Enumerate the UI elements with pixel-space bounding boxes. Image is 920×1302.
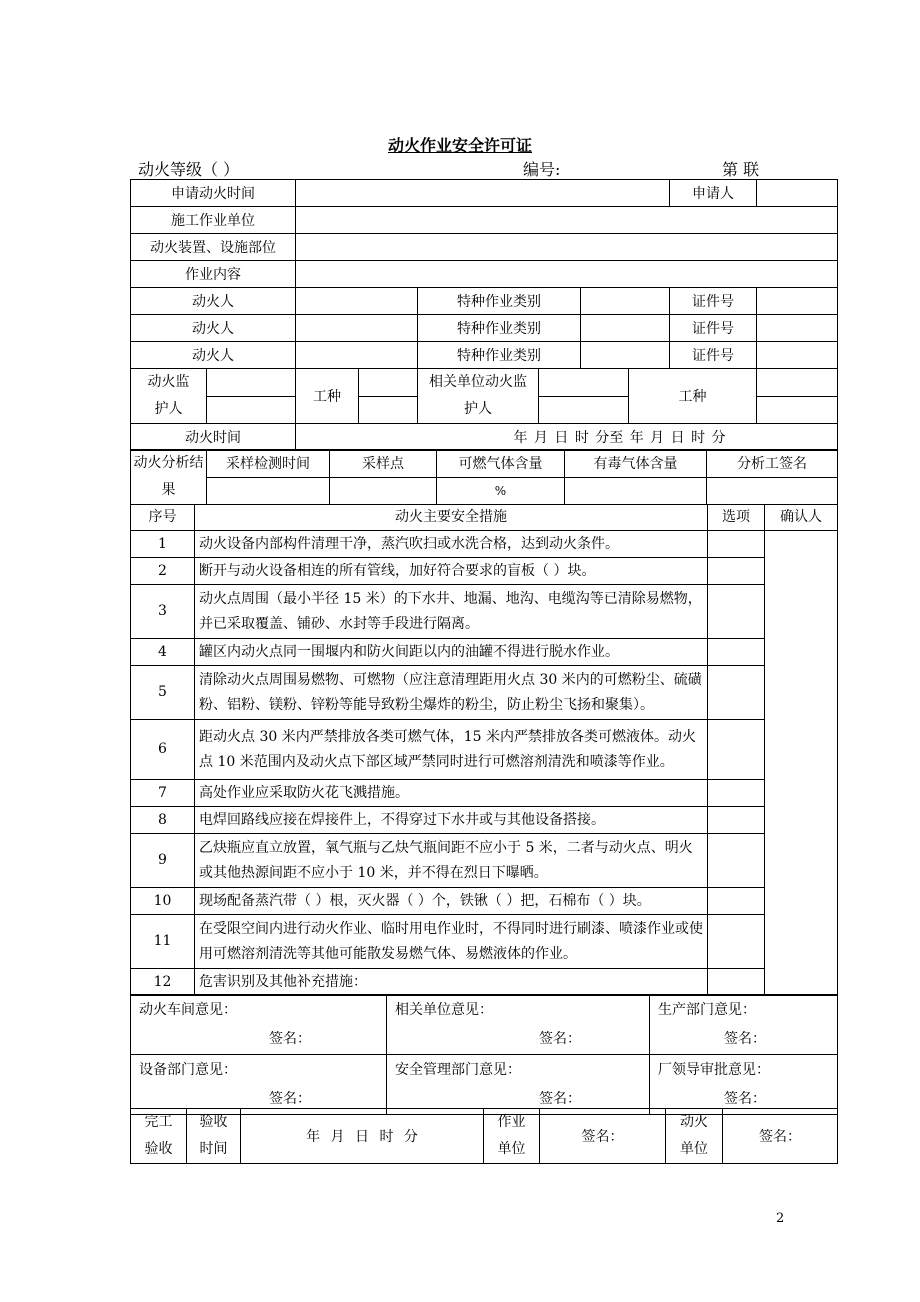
applicant-label: 申请人 — [670, 180, 757, 207]
signature-label: 签名： — [269, 1031, 311, 1047]
production-opinion-label: 生产部门意见： — [658, 1002, 756, 1018]
measure-text: 高处作业应采取防火花飞溅措施。 — [195, 780, 708, 807]
apply-time-field[interactable] — [296, 180, 670, 207]
equipment-opinion-label: 设备部门意见： — [139, 1062, 237, 1078]
measure-text: 在受限空间内进行动火作业、临时用电作业时，不得同时进行刷漆、喷漆作业或使用可燃溶剂清洗等其他可能散发易燃气体、易燃液体的作业。 — [195, 915, 708, 969]
measure-no: 5 — [131, 666, 195, 720]
measure-option[interactable] — [708, 666, 765, 720]
worker-label: 动火人 — [131, 342, 296, 369]
measure-option[interactable] — [708, 558, 765, 585]
measure-option[interactable] — [708, 915, 765, 969]
special-type-field[interactable] — [581, 342, 670, 369]
unit-field[interactable] — [296, 207, 838, 234]
serial-number-label: 编号: — [523, 160, 561, 179]
job-type-label: 工种 — [629, 369, 757, 424]
analysis-toxic-field[interactable] — [565, 477, 707, 505]
fire-unit-signature[interactable]: 签名： — [723, 1109, 838, 1164]
safety-opinion[interactable] — [387, 1055, 650, 1115]
completion-label: 完工验收 — [131, 1109, 187, 1164]
signature-label: 签名： — [724, 1091, 766, 1107]
measure-confirm-field[interactable] — [765, 531, 838, 996]
measure-option[interactable] — [708, 531, 765, 558]
measures-header-no: 序号 — [131, 505, 195, 531]
basic-info-table — [130, 179, 838, 451]
signature-label: 签名： — [269, 1091, 311, 1107]
worker-field[interactable] — [296, 315, 418, 342]
related-opinion[interactable] — [387, 995, 650, 1055]
measure-text: 断开与动火设备相连的所有管线，加好符合要求的盲板（ ）块。 — [195, 558, 708, 585]
job-type-field[interactable] — [757, 369, 838, 397]
measures-header-option: 选项 — [708, 505, 765, 531]
location-label: 动火装置、设施部位 — [131, 234, 296, 261]
cert-no-field[interactable] — [757, 288, 838, 315]
measure-option[interactable] — [708, 834, 765, 888]
analysis-table — [130, 449, 838, 505]
related-supervisor-field[interactable] — [539, 369, 629, 397]
acceptance-time-field[interactable]: 年 月 日 时 分 — [241, 1109, 484, 1164]
acceptance-time-label: 验收时间 — [187, 1109, 241, 1164]
content-field[interactable] — [296, 261, 838, 288]
worker-label: 动火人 — [131, 315, 296, 342]
measure-option[interactable] — [708, 807, 765, 834]
fire-level-label: 动火等级（ ） — [138, 160, 240, 179]
copy-number-label: 第 联 — [722, 160, 760, 179]
measure-no: 4 — [131, 639, 195, 666]
measure-no: 3 — [131, 585, 195, 639]
measure-text: 危害识别及其他补充措施： — [195, 969, 708, 996]
measure-text: 现场配备蒸汽带（ ）根，灭火器（ ）个，铁锹（ ）把，石棉布（ ）块。 — [195, 888, 708, 915]
job-type-label: 工种 — [296, 369, 359, 424]
fire-time-field[interactable]: 年 月 日 时 分至 年 月 日 时 分 — [296, 424, 838, 451]
applicant-field[interactable] — [757, 180, 838, 207]
measure-text: 电焊回路线应接在焊接件上，不得穿过下水井或与其他设备搭接。 — [195, 807, 708, 834]
analysis-percent[interactable]: % — [437, 477, 565, 505]
measure-no: 8 — [131, 807, 195, 834]
related-supervisor-field[interactable] — [539, 396, 629, 424]
production-opinion[interactable] — [650, 995, 838, 1055]
measure-no: 6 — [131, 720, 195, 780]
analysis-header-time: 采样检测时间 — [207, 450, 330, 478]
measure-option[interactable] — [708, 720, 765, 780]
signature-label: 签名： — [539, 1031, 581, 1047]
job-type-field[interactable] — [359, 369, 418, 397]
work-unit-label: 作业单位 — [484, 1109, 540, 1164]
leader-opinion[interactable] — [650, 1055, 838, 1115]
analysis-header-point: 采样点 — [330, 450, 437, 478]
work-unit-signature[interactable]: 签名： — [540, 1109, 666, 1164]
measure-no: 9 — [131, 834, 195, 888]
measure-option[interactable] — [708, 888, 765, 915]
content-label: 作业内容 — [131, 261, 296, 288]
measure-no: 7 — [131, 780, 195, 807]
job-type-field[interactable] — [757, 396, 838, 424]
special-type-field[interactable] — [581, 315, 670, 342]
leader-opinion-label: 厂领导审批意见： — [658, 1062, 770, 1078]
location-field[interactable] — [296, 234, 838, 261]
analysis-label: 动火分析结果 — [131, 450, 207, 505]
analysis-header-signature: 分析工签名 — [707, 450, 838, 478]
safety-opinion-label: 安全管理部门意见： — [395, 1062, 521, 1078]
analysis-signature-field[interactable] — [707, 477, 838, 505]
supervisor-field[interactable] — [207, 396, 296, 424]
analysis-point-field[interactable] — [330, 477, 437, 505]
measure-text: 乙炔瓶应直立放置，氧气瓶与乙炔气瓶间距不应小于 5 米，二者与动火点、明火或其他热源间距不应小于 10 米，并不得在烈日下曝晒。 — [195, 834, 708, 888]
analysis-time-field[interactable] — [207, 477, 330, 505]
measure-text: 动火设备内部构件清理干净，蒸汽吹扫或水洗合格，达到动火条件。 — [195, 531, 708, 558]
apply-time-label: 申请动火时间 — [131, 180, 296, 207]
cert-no-label: 证件号 — [670, 342, 757, 369]
measures-table — [130, 504, 838, 996]
measure-no: 12 — [131, 969, 195, 996]
supervisor-label: 动火监护人 — [131, 369, 207, 424]
opinions-table — [130, 994, 838, 1115]
equipment-opinion[interactable] — [131, 1055, 387, 1115]
measure-option[interactable] — [708, 639, 765, 666]
unit-label: 施工作业单位 — [131, 207, 296, 234]
measure-no: 2 — [131, 558, 195, 585]
measure-text: 动火点周围（最小半径 15 米）的下水井、地漏、地沟、电缆沟等已清除易燃物，并已采取覆盖、铺砂、水封等手段进行隔离。 — [195, 585, 708, 639]
measure-no: 1 — [131, 531, 195, 558]
measure-option[interactable] — [708, 585, 765, 639]
related-opinion-label: 相关单位意见： — [395, 1002, 493, 1018]
special-type-field[interactable] — [581, 288, 670, 315]
measure-option[interactable] — [708, 969, 765, 996]
fire-time-label: 动火时间 — [131, 424, 296, 451]
measure-text: 罐区内动火点同一围堰内和防火间距以内的油罐不得进行脱水作业。 — [195, 639, 708, 666]
measure-text: 距动火点 30 米内严禁排放各类可燃气体，15 米内严禁排放各类可燃液体。动火点 10 米范围内及动火点下部区域严禁同时进行可燃溶剂清洗和喷漆等作业。 — [195, 720, 708, 780]
cert-no-label: 证件号 — [670, 315, 757, 342]
fire-unit-label: 动火单位 — [666, 1109, 723, 1164]
measure-option[interactable] — [708, 780, 765, 807]
form-title: 动火作业安全许可证 — [387, 136, 532, 155]
special-type-label: 特种作业类别 — [418, 315, 581, 342]
signature-label: 签名： — [724, 1031, 766, 1047]
analysis-header-toxic: 有毒气体含量 — [565, 450, 707, 478]
worker-field[interactable] — [296, 342, 418, 369]
measure-text: 清除动火点周围易燃物、可燃物（应注意清理距用火点 30 米内的可燃粉尘、硫磺粉、铝粉、镁粉、锌粉等能导致粉尘爆炸的粉尘，防止粉尘飞扬和聚集）。 — [195, 666, 708, 720]
special-type-label: 特种作业类别 — [418, 288, 581, 315]
measures-header-measure: 动火主要安全措施 — [195, 505, 708, 531]
cert-no-field[interactable] — [757, 342, 838, 369]
measure-no: 11 — [131, 915, 195, 969]
workshop-opinion-label: 动火车间意见： — [139, 1002, 237, 1018]
analysis-header-flammable: 可燃气体含量 — [437, 450, 565, 478]
measure-no: 10 — [131, 888, 195, 915]
supervisor-field[interactable] — [207, 369, 296, 397]
worker-label: 动火人 — [131, 288, 296, 315]
cert-no-field[interactable] — [757, 315, 838, 342]
completion-table — [130, 1108, 838, 1164]
page-number: 2 — [776, 1211, 785, 1226]
related-supervisor-label: 相关单位动火监护人 — [418, 369, 539, 424]
worker-field[interactable] — [296, 288, 418, 315]
measures-header-confirm: 确认人 — [765, 505, 838, 531]
cert-no-label: 证件号 — [670, 288, 757, 315]
special-type-label: 特种作业类别 — [418, 342, 581, 369]
signature-label: 签名： — [539, 1091, 581, 1107]
workshop-opinion[interactable] — [131, 995, 387, 1055]
job-type-field[interactable] — [359, 396, 418, 424]
